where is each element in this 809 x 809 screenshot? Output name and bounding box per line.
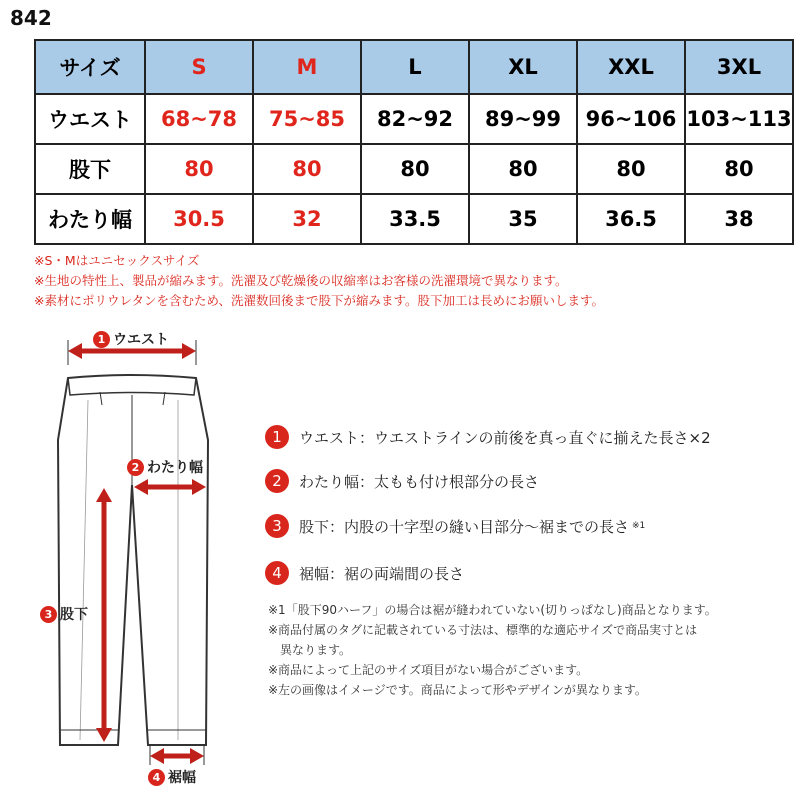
- table-cell: 80: [685, 144, 793, 194]
- label-text: ウエスト: [113, 332, 169, 348]
- label-text: 股下: [60, 607, 88, 623]
- footnote: 異なります。: [280, 643, 352, 657]
- legend-item: [265, 425, 711, 449]
- table-cell: 80: [469, 144, 577, 194]
- table-cell: 103~113: [685, 94, 793, 144]
- diagram-label-inseam: [40, 604, 88, 624]
- table-cell: 68~78: [145, 94, 253, 144]
- table-cell: 75~85: [253, 94, 361, 144]
- row-label: わたり幅: [35, 194, 145, 244]
- number-badge: 1: [265, 425, 289, 449]
- table-cell: 80: [361, 144, 469, 194]
- note: ※S・Mはユニセックスサイズ: [34, 253, 200, 268]
- header-cell: XXL: [577, 40, 685, 94]
- header-cell: サイズ: [35, 40, 145, 94]
- footnote: ※左の画像はイメージです。商品によって形やデザインが異なります。: [268, 683, 647, 697]
- label-text: わたり幅: [147, 460, 203, 476]
- legend-item: [265, 469, 539, 493]
- legend-text: わたり幅：太もも付け根部分の長さ: [299, 472, 540, 491]
- table-cell: 82~92: [361, 94, 469, 144]
- product-code: 842: [10, 6, 52, 30]
- pants-outline: [58, 375, 208, 745]
- table-cell: 89~99: [469, 94, 577, 144]
- table-cell: 32: [253, 194, 361, 244]
- legend-text: 裾幅：裾の両端間の長さ: [299, 564, 465, 583]
- diagram-label-hem: [148, 767, 196, 787]
- number-badge: 3: [40, 606, 57, 623]
- legend-text: ウエスト：ウエストラインの前後を真っ直ぐに揃えた長さ×2: [299, 428, 711, 447]
- note: ※生地の特性上、製品が縮みます。洗濯及び乾燥後の収縮率はお客様の洗濯環境で異なります。: [34, 273, 568, 288]
- footnote-ref: ※1: [632, 521, 646, 531]
- header-cell: S: [145, 40, 253, 94]
- number-badge: 2: [127, 459, 144, 476]
- table-cell: 80: [253, 144, 361, 194]
- table-cell: 36.5: [577, 194, 685, 244]
- number-badge: 1: [93, 331, 110, 348]
- table-cell: 38: [685, 194, 793, 244]
- number-badge: 4: [265, 561, 289, 585]
- footnote: ※商品によって上記のサイズ項目がない場合がございます。: [268, 663, 589, 677]
- diagram-label-thigh: [127, 457, 203, 477]
- table-cell: 35: [469, 194, 577, 244]
- legend-item: [265, 561, 464, 585]
- table-cell: 96~106: [577, 94, 685, 144]
- footnote: ※1「股下90ハーフ」の場合は裾が縫われていない(切りっぱなし)商品となります。: [268, 603, 717, 617]
- row-label: 股下: [35, 144, 145, 194]
- diagram-label-waist: [93, 329, 169, 349]
- number-badge: 4: [148, 769, 165, 786]
- header-cell: XL: [469, 40, 577, 94]
- table-cell: 33.5: [361, 194, 469, 244]
- header-cell: 3XL: [685, 40, 793, 94]
- header-cell: L: [361, 40, 469, 94]
- legend-item: [265, 514, 645, 538]
- table-cell: 80: [577, 144, 685, 194]
- number-badge: 3: [265, 514, 289, 538]
- label-text: 裾幅: [168, 770, 196, 786]
- number-badge: 2: [265, 469, 289, 493]
- row-label: ウエスト: [35, 94, 145, 144]
- footnotes: [268, 600, 717, 700]
- note: ※素材にポリウレタンを含むため、洗濯数回後まで股下が縮みます。股下加工は長めにお願いします。: [34, 293, 604, 308]
- header-cell: M: [253, 40, 361, 94]
- legend-text: 股下：内股の十字型の縫い目部分〜裾までの長さ: [299, 517, 630, 536]
- table-cell: 80: [145, 144, 253, 194]
- footnote: ※商品付属のタグに記載されている寸法は、標準的な適応サイズで商品実寸とは: [268, 623, 698, 637]
- table-cell: 30.5: [145, 194, 253, 244]
